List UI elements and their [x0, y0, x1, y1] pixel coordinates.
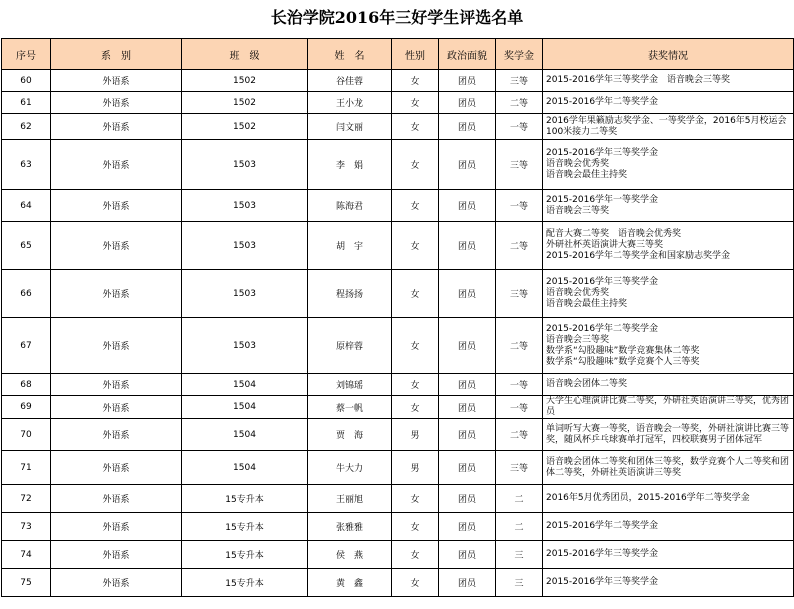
cell-class[interactable]: 1502 — [182, 92, 308, 114]
cell-awards[interactable] — [543, 114, 794, 140]
cell-scholarship[interactable]: 二等 — [496, 92, 543, 114]
cell-class[interactable]: 1504 — [182, 374, 308, 396]
cell-politics[interactable]: 团员 — [439, 270, 496, 318]
cell-class[interactable]: 1503 — [182, 140, 308, 190]
award-line: 2015-2016学年二等奖学金 — [546, 521, 659, 531]
cell-name[interactable]: 李 娟 — [308, 140, 392, 190]
table-row — [2, 140, 794, 190]
cell-gender[interactable]: 女 — [392, 396, 439, 419]
table-row — [2, 513, 794, 541]
cell-no[interactable]: 72 — [2, 485, 51, 513]
cell-name[interactable]: 黄 鑫 — [308, 569, 392, 597]
table-row — [2, 451, 794, 485]
award-line: 2015-2016学年一等奖学金 — [546, 194, 659, 205]
header-row — [2, 39, 794, 70]
cell-no[interactable]: 73 — [2, 513, 51, 541]
cell-politics[interactable]: 团员 — [439, 318, 496, 374]
cell-name[interactable]: 原梓蓉 — [308, 318, 392, 374]
cell-scholarship[interactable]: 一等 — [496, 396, 543, 419]
cell-dept[interactable]: 外语系 — [51, 92, 182, 114]
cell-awards[interactable] — [543, 92, 794, 114]
cell-dept[interactable]: 外语系 — [51, 70, 182, 92]
cell-gender[interactable]: 女 — [392, 318, 439, 374]
cell-gender[interactable]: 男 — [392, 419, 439, 451]
table-row — [2, 485, 794, 513]
award-line: 奖，随风杯乒乓球赛单打冠军，四校联赛男子团体冠军 — [546, 434, 763, 445]
cell-scholarship[interactable]: 二等 — [496, 222, 543, 270]
cell-awards[interactable] — [543, 419, 794, 451]
cell-name[interactable]: 张雅雅 — [308, 513, 392, 541]
table-row — [2, 318, 794, 374]
cell-dept[interactable]: 外语系 — [51, 114, 182, 140]
award-line: 语音晚会三等奖 — [546, 205, 610, 216]
cell-gender[interactable]: 男 — [392, 451, 439, 485]
cell-class[interactable]: 1502 — [182, 114, 308, 140]
award-line: 2016学年果籁励志奖学金、一等奖学金，2016年5月校运会 — [546, 115, 787, 126]
cell-politics[interactable]: 团员 — [439, 222, 496, 270]
award-line: 数学系“勾股趣味”数学竞赛个人三等奖 — [546, 356, 700, 367]
award-line: 2015-2016学年三等奖学金 — [546, 148, 659, 158]
cell-scholarship[interactable]: 二 — [496, 513, 543, 541]
cell-awards[interactable] — [543, 569, 794, 597]
table-row — [2, 222, 794, 270]
cell-gender[interactable]: 女 — [392, 569, 439, 597]
table-row — [2, 374, 794, 396]
cell-class[interactable]: 15专升本 — [182, 569, 308, 597]
cell-no[interactable]: 62 — [2, 114, 51, 140]
table-row — [2, 270, 794, 318]
col-header-dept[interactable]: 系 别 — [51, 39, 182, 70]
cell-dept[interactable]: 外语系 — [51, 541, 182, 569]
cell-awards[interactable] — [543, 318, 794, 374]
table-row — [2, 92, 794, 114]
award-line: 2015-2016学年三等奖学金 — [546, 577, 659, 587]
col-header-politics[interactable]: 政治面貌 — [439, 39, 496, 70]
cell-dept[interactable]: 外语系 — [51, 396, 182, 419]
cell-no[interactable]: 61 — [2, 92, 51, 114]
cell-no[interactable]: 66 — [2, 270, 51, 318]
cell-dept[interactable]: 外语系 — [51, 451, 182, 485]
cell-name[interactable]: 胡 宇 — [308, 222, 392, 270]
cell-class[interactable]: 1503 — [182, 190, 308, 222]
award-line: 语音晚会最佳主持奖 — [546, 170, 628, 180]
sheet-title: 长治学院2016年三好学生评选名单 — [270, 8, 524, 27]
cell-no[interactable]: 60 — [2, 70, 51, 92]
cell-no[interactable]: 74 — [2, 541, 51, 569]
cell-awards[interactable] — [543, 374, 794, 396]
cell-gender[interactable]: 女 — [392, 92, 439, 114]
cell-scholarship[interactable]: 一等 — [496, 114, 543, 140]
cell-dept[interactable]: 外语系 — [51, 222, 182, 270]
col-header-gender[interactable]: 性别 — [392, 39, 439, 70]
col-header-scholarship[interactable]: 奖学金 — [496, 39, 543, 70]
award-line: 语音晚会三等奖 — [546, 334, 610, 345]
cell-scholarship[interactable]: 一等 — [496, 190, 543, 222]
cell-no[interactable]: 75 — [2, 569, 51, 597]
cell-awards[interactable] — [543, 541, 794, 569]
cell-politics[interactable]: 团员 — [439, 569, 496, 597]
cell-politics[interactable]: 团员 — [439, 190, 496, 222]
cell-politics[interactable]: 团员 — [439, 92, 496, 114]
cell-name[interactable]: 王丽旭 — [308, 485, 392, 513]
award-line: 员 — [546, 407, 556, 417]
cell-awards[interactable] — [543, 70, 794, 92]
cell-gender[interactable]: 女 — [392, 114, 439, 140]
cell-politics[interactable]: 团员 — [439, 451, 496, 485]
cell-scholarship[interactable]: 一等 — [496, 374, 543, 396]
table-row — [2, 396, 794, 419]
cell-name[interactable]: 王小龙 — [308, 92, 392, 114]
award-line: 2015-2016学年二等奖学金和国家励志奖学金 — [546, 251, 731, 261]
cell-dept[interactable]: 外语系 — [51, 270, 182, 318]
cell-scholarship[interactable]: 三 — [496, 541, 543, 569]
table-row — [2, 541, 794, 569]
cell-politics[interactable]: 团员 — [439, 419, 496, 451]
award-line: 大学生心理演讲比赛二等奖，外研社英语演讲三等奖，优秀团 — [546, 396, 790, 406]
cell-scholarship[interactable]: 二 — [496, 485, 543, 513]
cell-no[interactable]: 70 — [2, 419, 51, 451]
cell-politics[interactable]: 团员 — [439, 485, 496, 513]
award-line: 外研社杯英语演讲大赛三等奖 — [546, 240, 664, 250]
cell-class[interactable]: 15专升本 — [182, 541, 308, 569]
cell-no[interactable]: 64 — [2, 190, 51, 222]
cell-politics[interactable]: 团员 — [439, 70, 496, 92]
award-line: 语音晚会最佳主持奖 — [546, 299, 628, 309]
col-header-name[interactable]: 姓 名 — [308, 39, 392, 70]
award-line: 2015-2016学年二等奖学金 — [546, 97, 659, 107]
cell-dept[interactable]: 外语系 — [51, 419, 182, 451]
cell-awards[interactable] — [543, 451, 794, 485]
cell-dept[interactable]: 外语系 — [51, 318, 182, 374]
award-line: 语音晚会团体二等奖 — [546, 379, 628, 389]
cell-awards[interactable] — [543, 270, 794, 318]
cell-class[interactable]: 1504 — [182, 451, 308, 485]
cell-dept[interactable]: 外语系 — [51, 569, 182, 597]
cell-class[interactable]: 1504 — [182, 419, 308, 451]
table-row — [2, 190, 794, 222]
cell-name[interactable]: 程扬扬 — [308, 270, 392, 318]
cell-gender[interactable]: 女 — [392, 485, 439, 513]
cell-gender[interactable]: 女 — [392, 541, 439, 569]
cell-politics[interactable]: 团员 — [439, 114, 496, 140]
cell-awards[interactable] — [543, 485, 794, 513]
cell-no[interactable]: 68 — [2, 374, 51, 396]
cell-gender[interactable]: 女 — [392, 374, 439, 396]
cell-gender[interactable]: 女 — [392, 70, 439, 92]
cell-scholarship[interactable]: 二等 — [496, 419, 543, 451]
cell-dept[interactable]: 外语系 — [51, 190, 182, 222]
cell-awards[interactable] — [543, 396, 794, 419]
cell-awards[interactable] — [543, 140, 794, 190]
cell-gender[interactable]: 女 — [392, 222, 439, 270]
cell-awards[interactable] — [543, 222, 794, 270]
cell-class[interactable]: 1503 — [182, 318, 308, 374]
cell-awards[interactable] — [543, 190, 794, 222]
award-line: 2015-2016学年三等奖学金 语音晚会三等奖 — [546, 75, 731, 85]
cell-name[interactable]: 谷佳蓉 — [308, 70, 392, 92]
col-header-no[interactable]: 序号 — [2, 39, 51, 70]
award-line: 2015-2016学年三等奖学金 — [546, 277, 659, 287]
award-line: 100米接力二等奖 — [546, 126, 618, 137]
cell-scholarship[interactable]: 三 — [496, 569, 543, 597]
cell-scholarship[interactable]: 三等 — [496, 451, 543, 485]
cell-class[interactable]: 1503 — [182, 222, 308, 270]
col-header-class[interactable]: 班 级 — [182, 39, 308, 70]
cell-name[interactable]: 牛大力 — [308, 451, 392, 485]
cell-scholarship[interactable]: 三等 — [496, 270, 543, 318]
cell-class[interactable]: 1502 — [182, 70, 308, 92]
cell-name[interactable]: 陈海君 — [308, 190, 392, 222]
cell-scholarship[interactable]: 二等 — [496, 318, 543, 374]
cell-name[interactable]: 刘锦瑶 — [308, 374, 392, 396]
cell-scholarship[interactable]: 三等 — [496, 70, 543, 92]
cell-name[interactable]: 贾 海 — [308, 419, 392, 451]
cell-politics[interactable]: 团员 — [439, 513, 496, 541]
award-line: 体二等奖，外研社英语演讲三等奖 — [546, 467, 682, 478]
cell-dept[interactable]: 外语系 — [51, 485, 182, 513]
cell-no[interactable]: 65 — [2, 222, 51, 270]
cell-awards[interactable] — [543, 513, 794, 541]
cell-class[interactable]: 15专升本 — [182, 513, 308, 541]
cell-no[interactable]: 69 — [2, 396, 51, 419]
table-row — [2, 114, 794, 140]
cell-class[interactable]: 1504 — [182, 396, 308, 419]
cell-dept[interactable]: 外语系 — [51, 140, 182, 190]
cell-class[interactable]: 1503 — [182, 270, 308, 318]
cell-dept[interactable]: 外语系 — [51, 513, 182, 541]
award-line: 语音晚会团体二等奖和团体三等奖，数学竞赛个人二等奖和团 — [546, 456, 790, 467]
student-table — [1, 38, 794, 597]
cell-name[interactable]: 蔡一帆 — [308, 396, 392, 419]
cell-gender[interactable]: 女 — [392, 190, 439, 222]
cell-politics[interactable]: 团员 — [439, 140, 496, 190]
cell-class[interactable]: 15专升本 — [182, 485, 308, 513]
cell-name[interactable]: 闫文丽 — [308, 114, 392, 140]
cell-no[interactable]: 63 — [2, 140, 51, 190]
award-line: 2016年5月优秀团员，2015-2016学年二等奖学金 — [546, 493, 750, 503]
cell-gender[interactable]: 女 — [392, 513, 439, 541]
cell-dept[interactable]: 外语系 — [51, 374, 182, 396]
table-row — [2, 70, 794, 92]
table-row — [2, 569, 794, 597]
cell-gender[interactable]: 女 — [392, 140, 439, 190]
cell-no[interactable]: 67 — [2, 318, 51, 374]
cell-scholarship[interactable]: 三等 — [496, 140, 543, 190]
cell-no[interactable]: 71 — [2, 451, 51, 485]
award-line: 单词听写大赛一等奖，语音晚会一等奖，外研社演讲比赛三等 — [546, 423, 790, 434]
table-body — [2, 70, 794, 597]
award-line: 语音晚会优秀奖 — [546, 159, 610, 169]
cell-name[interactable]: 侯 燕 — [308, 541, 392, 569]
award-line: 2015-2016学年三等奖学金 — [546, 549, 659, 559]
award-line: 2015-2016学年二等奖学金 — [546, 323, 659, 334]
table-row — [2, 419, 794, 451]
award-line: 配音大赛二等奖 语音晚会优秀奖 — [546, 229, 682, 239]
award-line: 语音晚会优秀奖 — [546, 288, 610, 298]
col-header-awards[interactable]: 获奖情况 — [543, 39, 794, 70]
cell-politics[interactable]: 团员 — [439, 541, 496, 569]
cell-politics[interactable]: 团员 — [439, 396, 496, 419]
award-line: 数学系“勾股趣味”数学竞赛集体二等奖 — [546, 345, 700, 356]
cell-gender[interactable]: 女 — [392, 270, 439, 318]
cell-politics[interactable]: 团员 — [439, 374, 496, 396]
